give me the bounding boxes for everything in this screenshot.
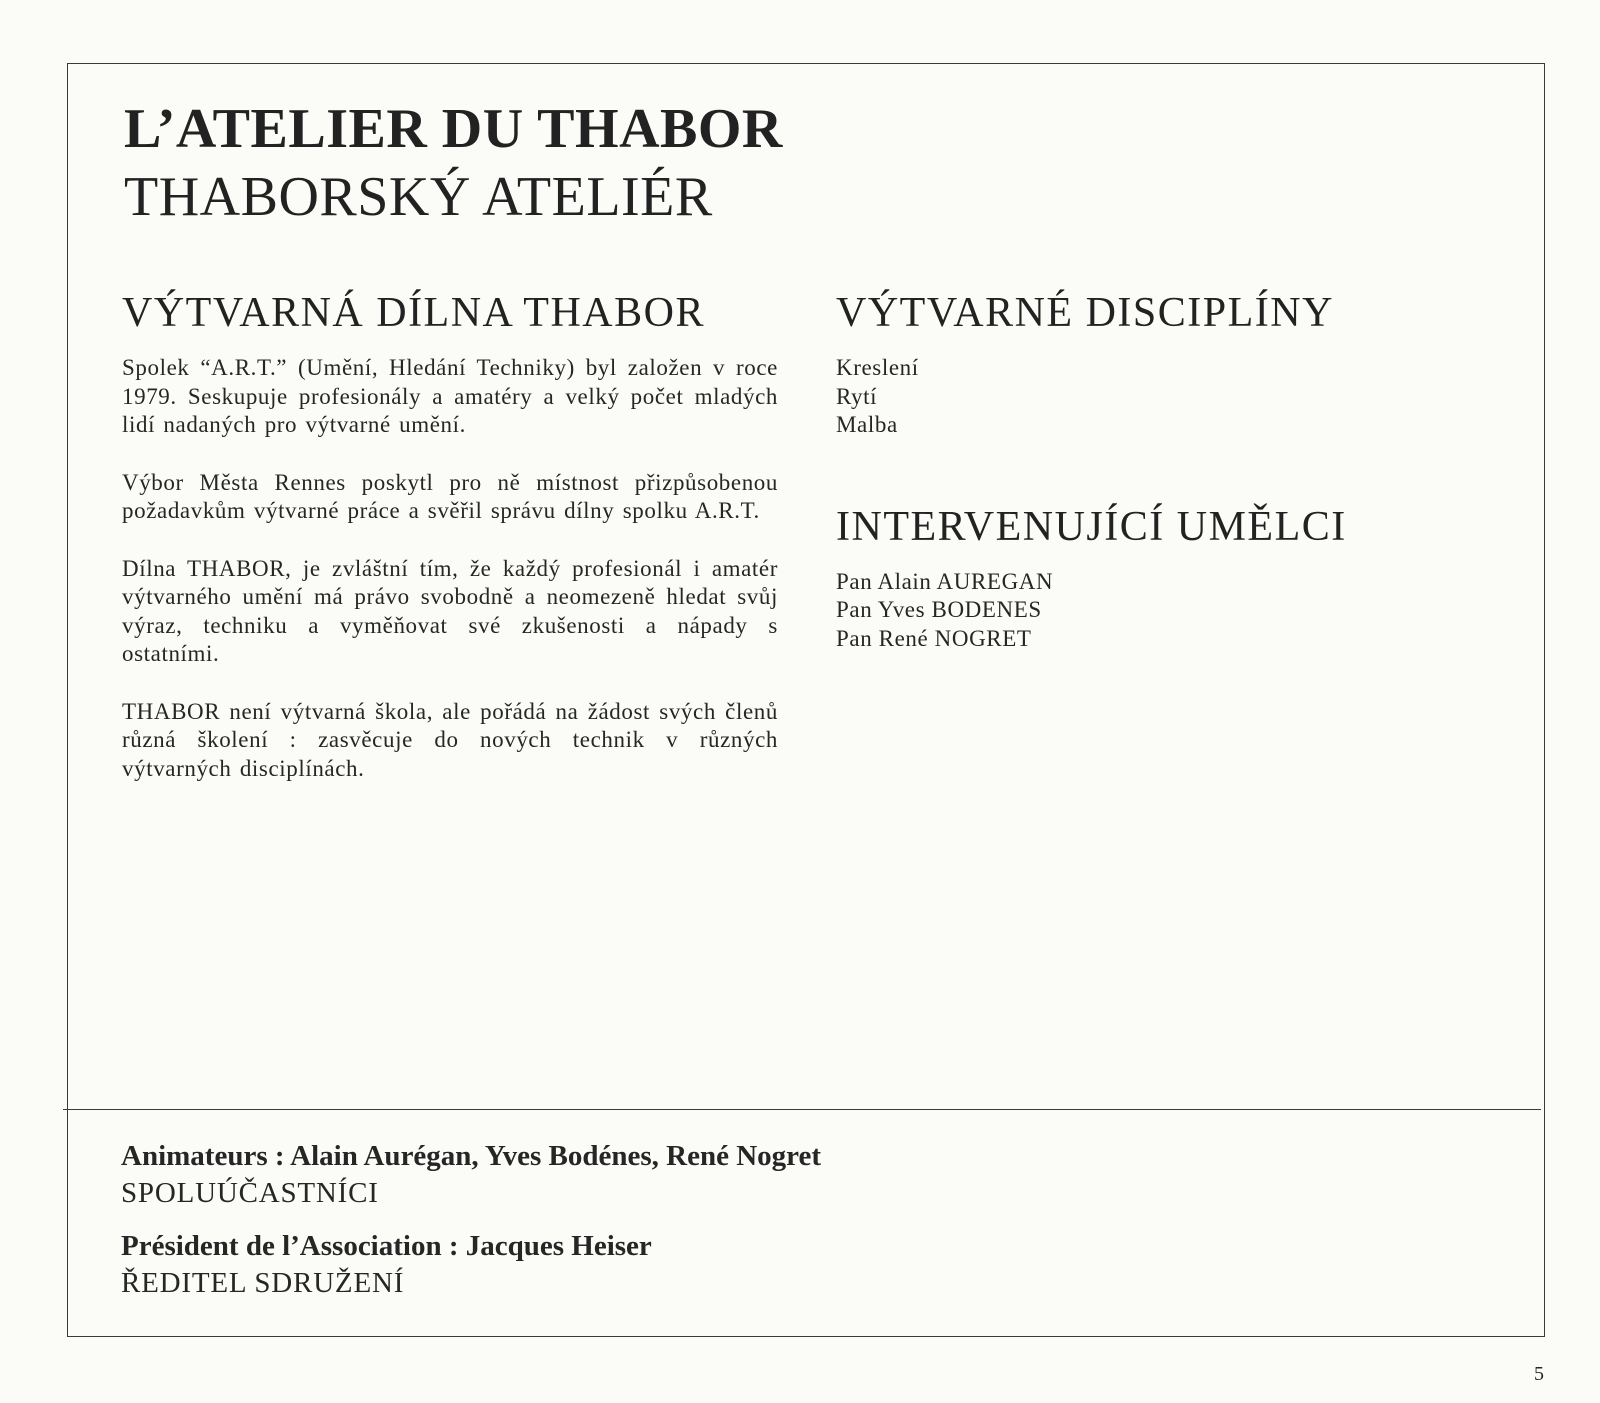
title-czech: THABORSKÝ ATELIÉR xyxy=(124,166,713,228)
list-item: Pan Yves BODENES xyxy=(836,597,1042,622)
list-item: Pan Alain AUREGAN xyxy=(836,568,1054,594)
list-item: Kreslení xyxy=(836,355,919,380)
paragraph-training: THABOR není výtvarná škola, ale pořádá na žádost svých členů různá školení : zasvěcuje do nových technik v různých výtvarných disciplínách. xyxy=(122,698,778,781)
credits-block xyxy=(121,1138,821,1318)
artists-list xyxy=(836,568,1476,654)
paragraph-premises: Výbor Města Rennes poskytl pro ně místnost přizpůsobenou požadavkům výtvarné práce a svěřil správu dílny spolku A.R.T. xyxy=(122,469,778,523)
animators-czech: SPOLUÚČASTNÍCI xyxy=(121,1177,379,1209)
credits-divider xyxy=(63,1109,1541,1110)
title-french: L’ATELIER DU THABOR xyxy=(124,98,783,160)
disciplines-heading: VÝTVARNÉ DISCIPLÍNY xyxy=(836,290,1334,336)
president-line: Président de l’Association : Jacques Heiser xyxy=(121,1230,652,1262)
list-item: Malba xyxy=(836,412,898,437)
paragraph-freedom: Dílna THABOR, je zvláštní tím, že každý profesionál i amatér výtvarného umění má právo svobodně a neomezeně hledat svůj výraz, techniku a vyměňovat své zkušenosti a nápady s ostatními. xyxy=(122,555,778,666)
paragraph-founding: Spolek “A.R.T.” (Umění, Hledání Techniky) byl založen v roce 1979. Seskupuje profesionály a amatéry a velký počet mladých lidí nadaných pro výtvarné umění. xyxy=(122,355,778,437)
title-block xyxy=(124,95,783,231)
list-item: Rytí xyxy=(836,383,878,409)
list-item: Pan René NOGRET xyxy=(836,625,1032,651)
artists-heading: INTERVENUJÍCÍ UMĚLCI xyxy=(836,503,1347,550)
animators-line: Animateurs : Alain Aurégan, Yves Bodénes, René Nogret xyxy=(121,1140,822,1172)
animators-credit xyxy=(121,1138,821,1212)
left-column xyxy=(122,286,778,812)
workshop-heading: VÝTVARNÁ DÍLNA THABOR xyxy=(122,290,705,336)
president-czech: ŘEDITEL SDRUŽENÍ xyxy=(121,1267,405,1299)
right-column xyxy=(836,286,1476,653)
president-credit xyxy=(121,1228,821,1302)
disciplines-list xyxy=(836,354,1476,440)
page-number: 5 xyxy=(1534,1363,1544,1385)
